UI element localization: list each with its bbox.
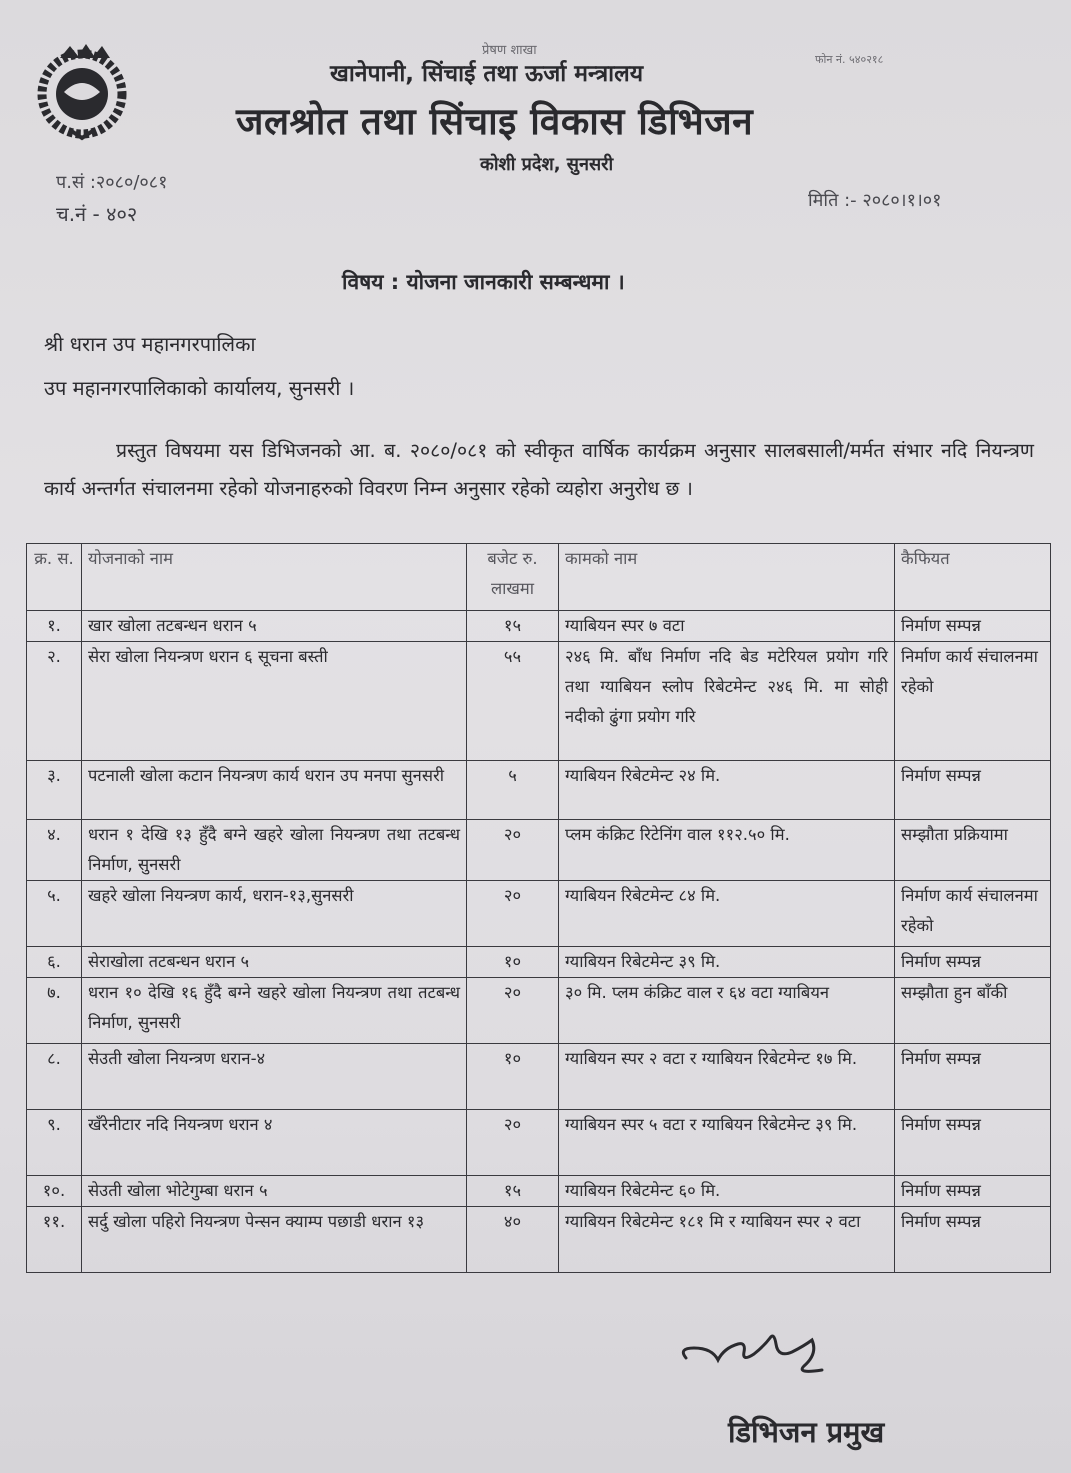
row-work-description: ग्याबियन रिबेटमेन्ट १८१ मि र ग्याबियन स्पर २ वटा bbox=[559, 1207, 895, 1273]
row-remarks: निर्माण सम्पन्न bbox=[895, 1044, 1051, 1110]
row-remarks: निर्माण सम्पन्न bbox=[895, 1176, 1051, 1207]
row-budget: ५५ bbox=[467, 642, 559, 761]
row-serial: ११. bbox=[27, 1207, 82, 1273]
row-serial: २. bbox=[27, 642, 82, 761]
table-header-row bbox=[27, 544, 1051, 611]
row-remarks: निर्माण सम्पन्न bbox=[895, 947, 1051, 978]
phone-reference: फोन नं. ५४०२१८ bbox=[815, 53, 884, 66]
row-remarks: सम्झौता प्रक्रियामा bbox=[895, 820, 1051, 881]
row-budget: १५ bbox=[467, 611, 559, 642]
row-work-description: ग्याबियन रिबेटमेन्ट ८४ मि. bbox=[559, 881, 895, 947]
row-budget: १० bbox=[467, 947, 559, 978]
row-serial: ४. bbox=[27, 820, 82, 881]
office-location: कोशी प्रदेश, सुनसरी bbox=[480, 154, 614, 175]
row-serial: ८. bbox=[27, 1044, 82, 1110]
table-row bbox=[27, 947, 1051, 978]
table-row bbox=[27, 1176, 1051, 1207]
row-remarks: निर्माण सम्पन्न bbox=[895, 1110, 1051, 1176]
row-project-name: पटनाली खोला कटान नियन्त्रण कार्य धरान उप मनपा सुनसरी bbox=[82, 761, 467, 820]
table-row bbox=[27, 611, 1051, 642]
header-remarks: कैफियत bbox=[895, 544, 1051, 611]
row-remarks: निर्माण कार्य संचालनमा रहेको bbox=[895, 881, 1051, 947]
row-work-description: २४६ मि. बाँध निर्माण नदि बेड मटेरियल प्रयोग गरि तथा ग्याबियन स्लोप रिबेटमेन्ट २४६ मि. मा सोही नदीको ढुंगा प्रयोग गरि bbox=[559, 642, 895, 761]
recipient-line-1: श्री धरान उप महानगरपालिका bbox=[44, 332, 256, 356]
government-emblem-icon bbox=[30, 38, 138, 142]
row-work-description: ग्याबियन स्पर ७ वटा bbox=[559, 611, 895, 642]
row-serial: ६. bbox=[27, 947, 82, 978]
dispatch-number: च.नं - ४०२ bbox=[56, 202, 138, 226]
header-work: कामको नाम bbox=[559, 544, 895, 611]
header-serial: क्र. स. bbox=[27, 544, 82, 611]
row-serial: १०. bbox=[27, 1176, 82, 1207]
header-project: योजनाको नाम bbox=[82, 544, 467, 611]
row-serial: ५. bbox=[27, 881, 82, 947]
recipient-line-2: उप महानगरपालिकाको कार्यालय, सुनसरी । bbox=[44, 376, 355, 400]
body-paragraph: प्रस्तुत विषयमा यस डिभिजनको आ. ब. २०८०/०८१ को स्वीकृत वार्षिक कार्यक्रम अनुसार सालबसाली/मर्मत संभार नदि नियन्त्रण कार्य अन्तर्गत संचालनमा रहेको योजनाहरुको विवरण निम्न अनुसार रहेको व्यहोरा अनुरोध छ । bbox=[44, 439, 1034, 500]
row-work-description: ३० मि. प्लम कंक्रिट वाल र ६४ वटा ग्याबियन bbox=[559, 978, 895, 1044]
row-budget: २० bbox=[467, 978, 559, 1044]
row-budget: १५ bbox=[467, 1176, 559, 1207]
row-serial: ९. bbox=[27, 1110, 82, 1176]
row-work-description: ग्याबियन स्पर २ वटा र ग्याबियन रिबेटमेन्ट १७ मि. bbox=[559, 1044, 895, 1110]
row-project-name: खँरेनीटार नदि नियन्त्रण धरान ४ bbox=[82, 1110, 467, 1176]
row-project-name: सेराखोला तटबन्धन धरान ५ bbox=[82, 947, 467, 978]
row-serial: ७. bbox=[27, 978, 82, 1044]
row-serial: ३. bbox=[27, 761, 82, 820]
row-budget: ४० bbox=[467, 1207, 559, 1273]
table-row bbox=[27, 820, 1051, 881]
row-project-name: सेउती खोला भोटेगुम्बा धरान ५ bbox=[82, 1176, 467, 1207]
letter-subject: विषय : योजना जानकारी सम्बन्धमा । bbox=[342, 270, 625, 294]
row-remarks: निर्माण सम्पन्न bbox=[895, 611, 1051, 642]
letter-number: प.सं :२०८०/०८१ bbox=[56, 172, 168, 193]
letter-date: मिति :- २०८०।१।०१ bbox=[808, 190, 942, 211]
row-serial: १. bbox=[27, 611, 82, 642]
row-project-name: धरान १ देखि १३ हुँदै बग्ने खहरे खोला नियन्त्रण तथा तटबन्ध निर्माण, सुनसरी bbox=[82, 820, 467, 881]
table-row bbox=[27, 978, 1051, 1044]
row-work-description: ग्याबियन रिबेटमेन्ट ६० मि. bbox=[559, 1176, 895, 1207]
header-budget: बजेट रु. लाखमा bbox=[467, 544, 559, 611]
row-work-description: ग्याबियन रिबेटमेन्ट ३९ मि. bbox=[559, 947, 895, 978]
row-work-description: ग्याबियन रिबेटमेन्ट २४ मि. bbox=[559, 761, 895, 820]
row-budget: २० bbox=[467, 820, 559, 881]
row-remarks: निर्माण सम्पन्न bbox=[895, 1207, 1051, 1273]
table-row bbox=[27, 1044, 1051, 1110]
office-stamp-text: प्रेषण शाखा bbox=[482, 43, 537, 58]
table-row bbox=[27, 881, 1051, 947]
row-project-name: खार खोला तटबन्धन धरान ५ bbox=[82, 611, 467, 642]
row-project-name: धरान १० देखि १६ हुँदै बग्ने खहरे खोला नियन्त्रण तथा तटबन्ध निर्माण, सुनसरी bbox=[82, 978, 467, 1044]
row-work-description: ग्याबियन स्पर ५ वटा र ग्याबियन रिबेटमेन्ट ३९ मि. bbox=[559, 1110, 895, 1176]
row-remarks: निर्माण सम्पन्न bbox=[895, 761, 1051, 820]
table-row bbox=[27, 1110, 1051, 1176]
row-project-name: सर्दु खोला पहिरो नियन्त्रण पेन्सन क्याम्प पछाडी धरान १३ bbox=[82, 1207, 467, 1273]
row-budget: २० bbox=[467, 1110, 559, 1176]
plans-table bbox=[26, 543, 1051, 1273]
row-project-name: सेउती खोला नियन्त्रण धरान-४ bbox=[82, 1044, 467, 1110]
row-project-name: सेरा खोला नियन्त्रण धरान ६ सूचना बस्ती bbox=[82, 642, 467, 761]
signature-icon bbox=[672, 1318, 852, 1388]
row-work-description: प्लम कंक्रिट रिटेनिंग वाल ११२.५० मि. bbox=[559, 820, 895, 881]
signatory-designation: डिभिजन प्रमुख bbox=[728, 1415, 885, 1449]
row-budget: १० bbox=[467, 1044, 559, 1110]
row-budget: २० bbox=[467, 881, 559, 947]
ministry-name: खानेपानी, सिंचाई तथा ऊर्जा मन्त्रालय bbox=[330, 61, 644, 87]
division-name: जलश्रोत तथा सिंचाइ विकास डिभिजन bbox=[236, 100, 754, 143]
row-budget: ५ bbox=[467, 761, 559, 820]
table-row bbox=[27, 761, 1051, 820]
row-project-name: खहरे खोला नियन्त्रण कार्य, धरान-१३,सुनसरी bbox=[82, 881, 467, 947]
row-remarks: सम्झौता हुन बाँकी bbox=[895, 978, 1051, 1044]
table-row bbox=[27, 1207, 1051, 1273]
table-row bbox=[27, 642, 1051, 761]
row-remarks: निर्माण कार्य संचालनमा रहेको bbox=[895, 642, 1051, 761]
